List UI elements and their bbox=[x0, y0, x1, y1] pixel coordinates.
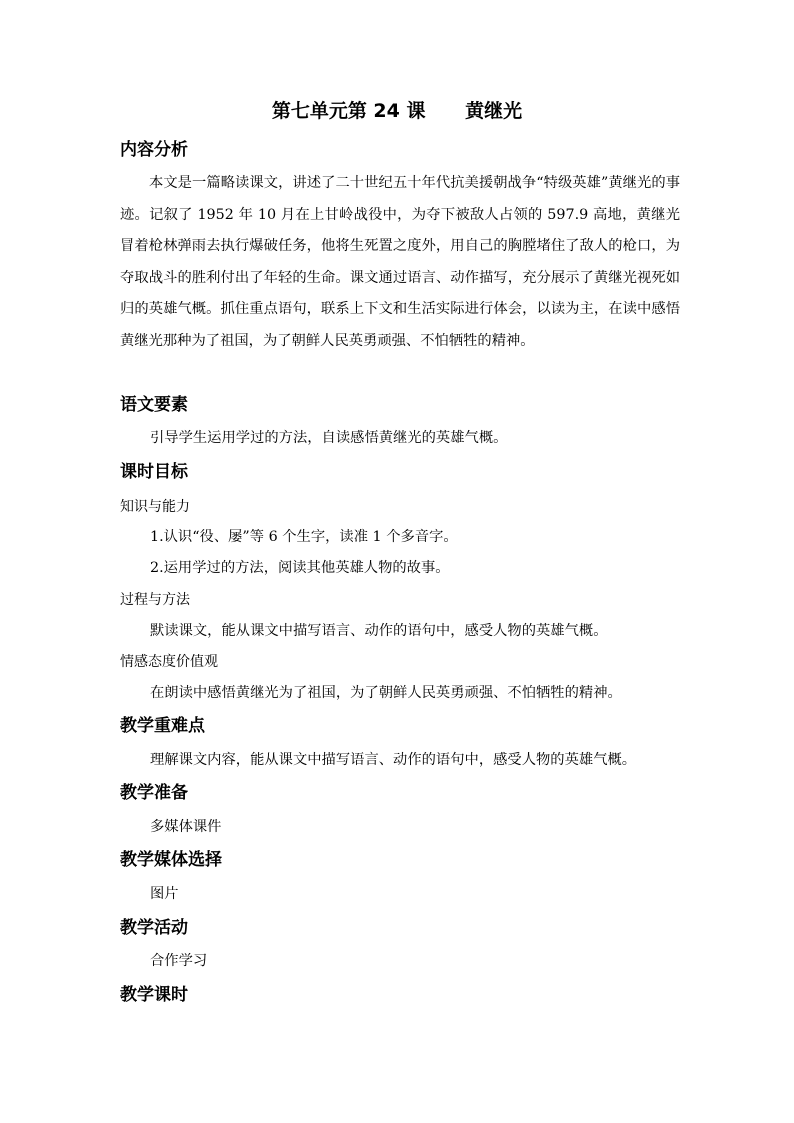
media-text: 图片 bbox=[150, 886, 179, 902]
heading-key-points: 教学重难点 bbox=[120, 716, 205, 736]
language-elements-text: 引导学生运用学过的方法，自读感悟黄继光的英雄气概。 bbox=[150, 430, 508, 446]
heading-content-analysis: 内容分析 bbox=[120, 140, 188, 160]
heading-activities: 教学活动 bbox=[120, 918, 188, 938]
objectives-emotion-label: 情感态度价值观 bbox=[120, 654, 218, 670]
heading-language-elements: 语文要素 bbox=[120, 395, 188, 415]
content-analysis-paragraph: 本文是一篇略读课文，讲述了二十世纪五十年代抗美援朝战争“特级英雄”黄继光的事迹。记叙了 1952 年 10 月在上甘岭战役中，为夺下被敌人占领的 597.9 高地，黄继光冒着枪林弹雨去执行爆破任务，他将生死置之度外，用自己的胸膛堵住了敌人的枪口，为夺取战斗的胜利付出了年轻的生命。课文通过语言、动作描写，充分展示了黄继光视死如归的英雄气概。抓住重点语句，联系上下文和生活实际进行体会，以读为主，在读中感悟黄继光那种为了祖国，为了朝鲜人民英勇顽强、不怕牺牲的精神。 bbox=[120, 175, 680, 349]
heading-objectives: 课时目标 bbox=[120, 462, 188, 482]
objectives-knowledge-label: 知识与能力 bbox=[120, 499, 190, 515]
key-points-text: 理解课文内容，能从课文中描写语言、动作的语句中，感受人物的英雄气概。 bbox=[150, 752, 637, 768]
lesson-title: 第七单元第 24 课 黄继光 bbox=[271, 100, 523, 122]
objectives-knowledge-item-2: 2.运用学过的方法，阅读其他英雄人物的故事。 bbox=[150, 560, 450, 576]
objectives-process-text: 默读课文，能从课文中描写语言、动作的语句中，感受人物的英雄气概。 bbox=[150, 623, 608, 639]
preparation-text: 多媒体课件 bbox=[150, 819, 222, 835]
heading-preparation: 教学准备 bbox=[120, 783, 188, 803]
objectives-process-label: 过程与方法 bbox=[120, 592, 190, 608]
heading-hours: 教学课时 bbox=[120, 985, 188, 1005]
objectives-knowledge-item-1: 1.认识“役、屡”等 6 个生字，读准 1 个多音字。 bbox=[150, 529, 458, 545]
heading-media: 教学媒体选择 bbox=[120, 850, 222, 870]
objectives-emotion-text: 在朗读中感悟黄继光为了祖国，为了朝鲜人民英勇顽强、不怕牺牲的精神。 bbox=[150, 685, 622, 701]
activities-text: 合作学习 bbox=[150, 953, 208, 969]
